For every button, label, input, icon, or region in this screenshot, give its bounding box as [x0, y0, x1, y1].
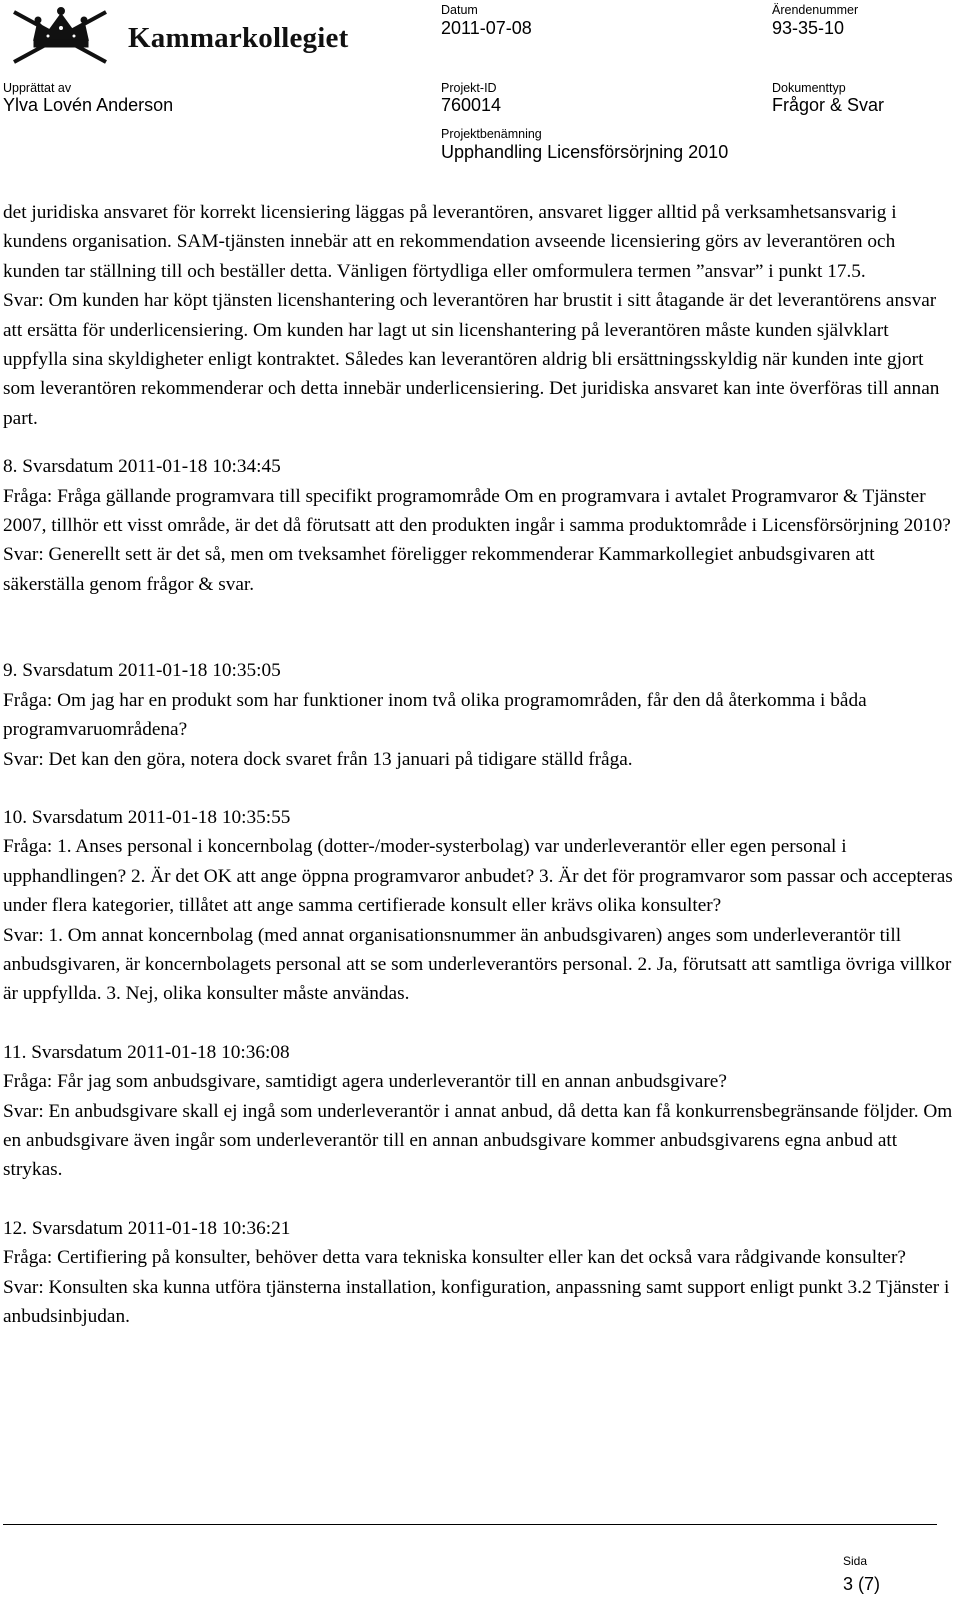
qa-heading: 9. Svarsdatum 2011-01-18 10:35:05 — [3, 660, 281, 682]
kammarkollegiet-logo — [6, 4, 349, 62]
qa-answer: Svar: En anbudsgivare skall ej ingå som underleverantör i annat anbud, då detta kan få konkurrensbegränsande följder. Om en anbudsgivare även ingår som underleverantör till en annan anbudsgivare kommer anbudsgivarens egna anbud att strykas. — [3, 1100, 953, 1181]
qa-heading: 12. Svarsdatum 2011-01-18 10:36:21 — [3, 1217, 291, 1239]
qa-answer: Svar: Det kan den göra, notera dock svaret från 13 januari på tidigare ställd fråga. — [3, 748, 633, 770]
projekt-id-value: 760014 — [441, 95, 502, 115]
projektbenamning-value: Upphandling Licensförsörjning 2010 — [441, 142, 729, 162]
qa-answer: Svar: 1. Om annat koncernbolag (med annat organisationsnummer än anbudsgivaren) anges som underleverantör till anbudsgivaren, är koncernbolagets personal att se som underleverantörs personal. 2. Ja, förutsatt att samtliga övriga villkor är uppfyllda. 3. Nej, olika konsulter måste användas. — [3, 924, 952, 1005]
upprattat-label: Upprättat av — [3, 81, 72, 95]
footer-divider — [3, 1524, 937, 1525]
qa-question: Fråga: Får jag som anbudsgivare, samtidigt agera underleverantör till en annan anbudsgivare? — [3, 1071, 727, 1093]
qa-answer: Svar: Generellt sett är det så, men om tveksamhet föreligger rekommenderar Kammarkollegiet anbudsgivaren att säkerställa genom frågor & svar. — [3, 544, 875, 595]
page-label: Sida — [843, 1554, 868, 1568]
projekt-id-label: Projekt-ID — [441, 81, 497, 95]
qa-item-10 — [3, 803, 955, 1009]
qa-heading: 10. Svarsdatum 2011-01-18 10:35:55 — [3, 806, 291, 828]
qa-question: Fråga: 1. Anses personal i koncernbolag (dotter-/moder-systerbolag) var underleverantör eller egen personal i upphandlingen? 2. Är det OK att ange öppna programvaror anbudet? 3. Är det för programvaror som passar och accepteras under flera kategorier, tillåtet att ange samma certifierade konsult eller krävs olika konsulter? — [3, 836, 953, 917]
qa-item-8 — [3, 452, 955, 599]
upprattat-value: Ylva Lovén Anderson — [3, 95, 174, 115]
crown-emblem-icon — [6, 4, 116, 66]
qa-heading: 11. Svarsdatum 2011-01-18 10:36:08 — [3, 1041, 290, 1063]
qa-question: Fråga: Om jag har en produkt som har funktioner inom två olika programområden, får den då återkomma i båda programvaruområdena? — [3, 689, 867, 741]
dokumenttyp-value: Frågor & Svar — [772, 95, 885, 115]
intro-question-text: det juridiska ansvaret för korrekt licensiering läggas på leverantören, ansvaret ligger alltid på verksamhetsansvarig i kundens organisation. SAM-tjänsten innebär att en rekommendation avseende licensiering görs av leverantören och kunden tar ställning till och beställer detta. Vänligen förtydliga eller omformulera termen ”ansvar” i punkt 17.5. — [3, 202, 897, 282]
qa-item-9 — [3, 656, 955, 774]
qa-question: Fråga: Certifiering på konsulter, behöver detta vara tekniska konsulter eller kan det också vara rådgivande konsulter? — [3, 1247, 906, 1269]
arendenummer-value: 93-35-10 — [772, 18, 845, 38]
datum-label: Datum — [441, 3, 478, 17]
qa-heading: 8. Svarsdatum 2011-01-18 10:34:45 — [3, 456, 281, 478]
page-number: 3 (7) — [843, 1574, 881, 1594]
document-body — [3, 198, 955, 1331]
qa-answer: Svar: Konsulten ska kunna utföra tjänsterna installation, konfiguration, anpassning samt support enligt punkt 3.2 Tjänster i anbudsinbjudan. — [3, 1276, 950, 1327]
logo-wordmark: Kammarkollegiet — [128, 22, 349, 54]
intro-answer-text: Svar: Om kunden har köpt tjänsten licenshantering och leverantören har brustit i sitt åtagande är det leverantörens ansvar att ersätta för underlicensiering. Om kunden har lagt ut sin licenshantering på leverantören måste kunden självklart uppfylla sina skyldigheter enligt kontraktet. Således kan leverantören aldrig bli ersättningsskyldig när kunden inte gjort som leverantören rekommenderar och detta innebär underlicensiering. Det juridiska ansvaret kan inte överföras till annan part. — [3, 290, 940, 429]
dokumenttyp-label: Dokumenttyp — [772, 81, 846, 95]
qa-item-12 — [3, 1214, 955, 1332]
projektbenamning-label: Projektbenämning — [441, 127, 542, 141]
qa-question: Fråga: Fråga gällande programvara till specifikt programområde Om en programvara i avtalet Programvaror & Tjänster 2007, tillhör ett visst område, är det då förutsatt att den produkten ingår i samma produktområde i Licensförsörjning 2010? — [3, 485, 951, 537]
datum-value: 2011-07-08 — [441, 18, 532, 38]
qa-item-11 — [3, 1038, 955, 1185]
arendenummer-label: Ärendenummer — [772, 3, 859, 17]
